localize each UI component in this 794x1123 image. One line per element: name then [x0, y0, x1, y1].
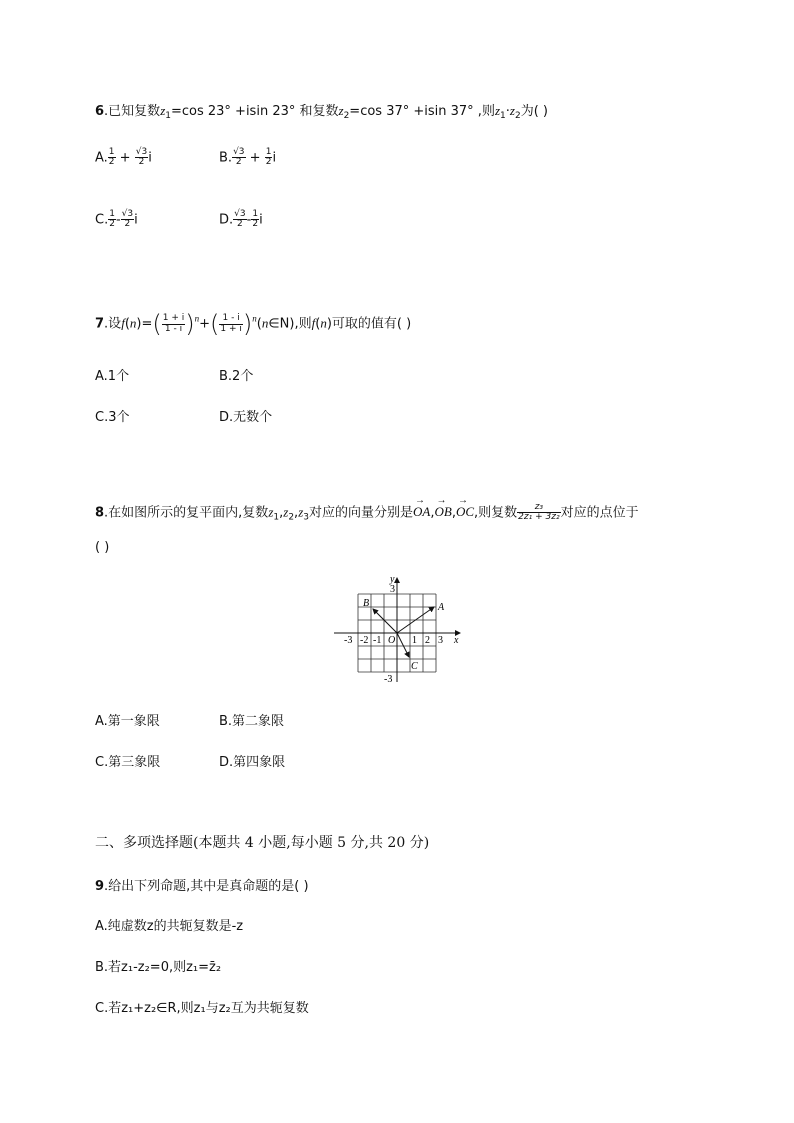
q6-option-b[interactable]: B. $\frac{√3}{2}$ + $\frac{1}{2}$ i — [219, 147, 277, 168]
q9-option-c[interactable]: C.若z₁+z₂∈R,则z₁与z₂互为共轭复数 — [95, 1001, 309, 1016]
vector-ob: → OB — [434, 505, 451, 518]
x-tick: -3 — [344, 635, 353, 646]
x-tick: 2 — [425, 635, 430, 646]
q7-option-a[interactable]: A.1个 — [95, 369, 130, 384]
question-number: 9 — [95, 879, 105, 894]
question-text: 为( ) — [520, 104, 548, 119]
question-7: 7.设f(n)=( $\frac{1 + i}{1 - i}$ )$^n$+( $\frac{1 - i}{1 + i}$ )$^n$(n∈N),则f(n)可取的值有( ) — [95, 310, 412, 338]
vector-oc: → OC — [456, 505, 474, 518]
q8-option-b[interactable]: B.第二象限 — [219, 714, 285, 729]
label-a: A — [438, 602, 445, 613]
label-c: C — [411, 661, 418, 672]
q8-option-a[interactable]: A.第一象限 — [95, 714, 160, 729]
question-text: =cos 37° +isin 37° ,则 — [349, 104, 495, 119]
question-number: 6 — [95, 104, 105, 119]
question-text: =cos 23° +isin 23° 和复数 — [170, 104, 339, 119]
section-heading: 二、多项选择题(本题共 4 小题,每小题 5 分,共 20 分) — [95, 835, 430, 851]
vector-c-arrow — [397, 633, 409, 657]
q7-option-c[interactable]: C.3个 — [95, 410, 130, 425]
question-text: .已知复数 — [104, 104, 161, 119]
y-axis-label: y — [390, 574, 395, 585]
question-number: 8 — [95, 505, 105, 521]
q7-option-d[interactable]: D.无数个 — [219, 410, 273, 425]
question-8: 8.在如图所示的复平面内,复数$z_1,z_2,z_3$对应的向量分别是→ OA,→ OB,→ OC,则复数 $\frac{\text{z₃}}{\text{2z₁ + 3z₂}}$ 对应的点位于 — [95, 503, 639, 523]
x-tick: 1 — [412, 635, 417, 646]
x-tick: -2 — [360, 635, 369, 646]
y-tick: -3 — [384, 674, 393, 685]
origin-label: O — [388, 635, 396, 646]
question-6: 6.已知复数$z_1=\cos$ 23° +isin 23° 和复数$z_2=\cos$ 37° +isin 37° ,则$z_1\cdot z_2$为( ) — [95, 103, 548, 121]
vector-oa: → OA — [413, 505, 430, 518]
q8-option-c[interactable]: C.第三象限 — [95, 755, 161, 770]
q7-option-b[interactable]: B.2个 — [219, 369, 254, 384]
y-tick: 3 — [390, 584, 395, 595]
q8-option-d[interactable]: D.第四象限 — [219, 755, 286, 770]
complex-plane-figure — [330, 572, 465, 687]
question-number: 7 — [95, 316, 105, 332]
x-tick: 3 — [438, 635, 443, 646]
q6-option-c[interactable]: C. $\frac{1}{2}$ - $\frac{√3}{2}$ i — [95, 209, 138, 230]
question-9: 9.给出下列命题,其中是真命题的是( ) — [95, 879, 309, 894]
q6-option-a[interactable]: A. $\frac{1}{2}$ + $\frac{√3}{2}$ i — [95, 147, 152, 168]
label-b: B — [363, 598, 370, 609]
x-tick: -1 — [373, 635, 382, 646]
var-z: z — [494, 103, 501, 118]
q6-option-d[interactable]: D. $\frac{√3}{2}$ - $\frac{1}{2}$ i — [219, 209, 263, 230]
x-axis-label: x — [454, 635, 459, 646]
vector-b-arrow — [373, 609, 397, 633]
var-z1: z — [160, 103, 166, 118]
question-8-paren: ( ) — [95, 540, 110, 555]
q9-option-b[interactable]: B.若z₁-z₂=0,则z₁=z̄₂ — [95, 960, 222, 975]
q9-option-a[interactable]: A.纯虚数z的共轭复数是-z — [95, 919, 244, 934]
